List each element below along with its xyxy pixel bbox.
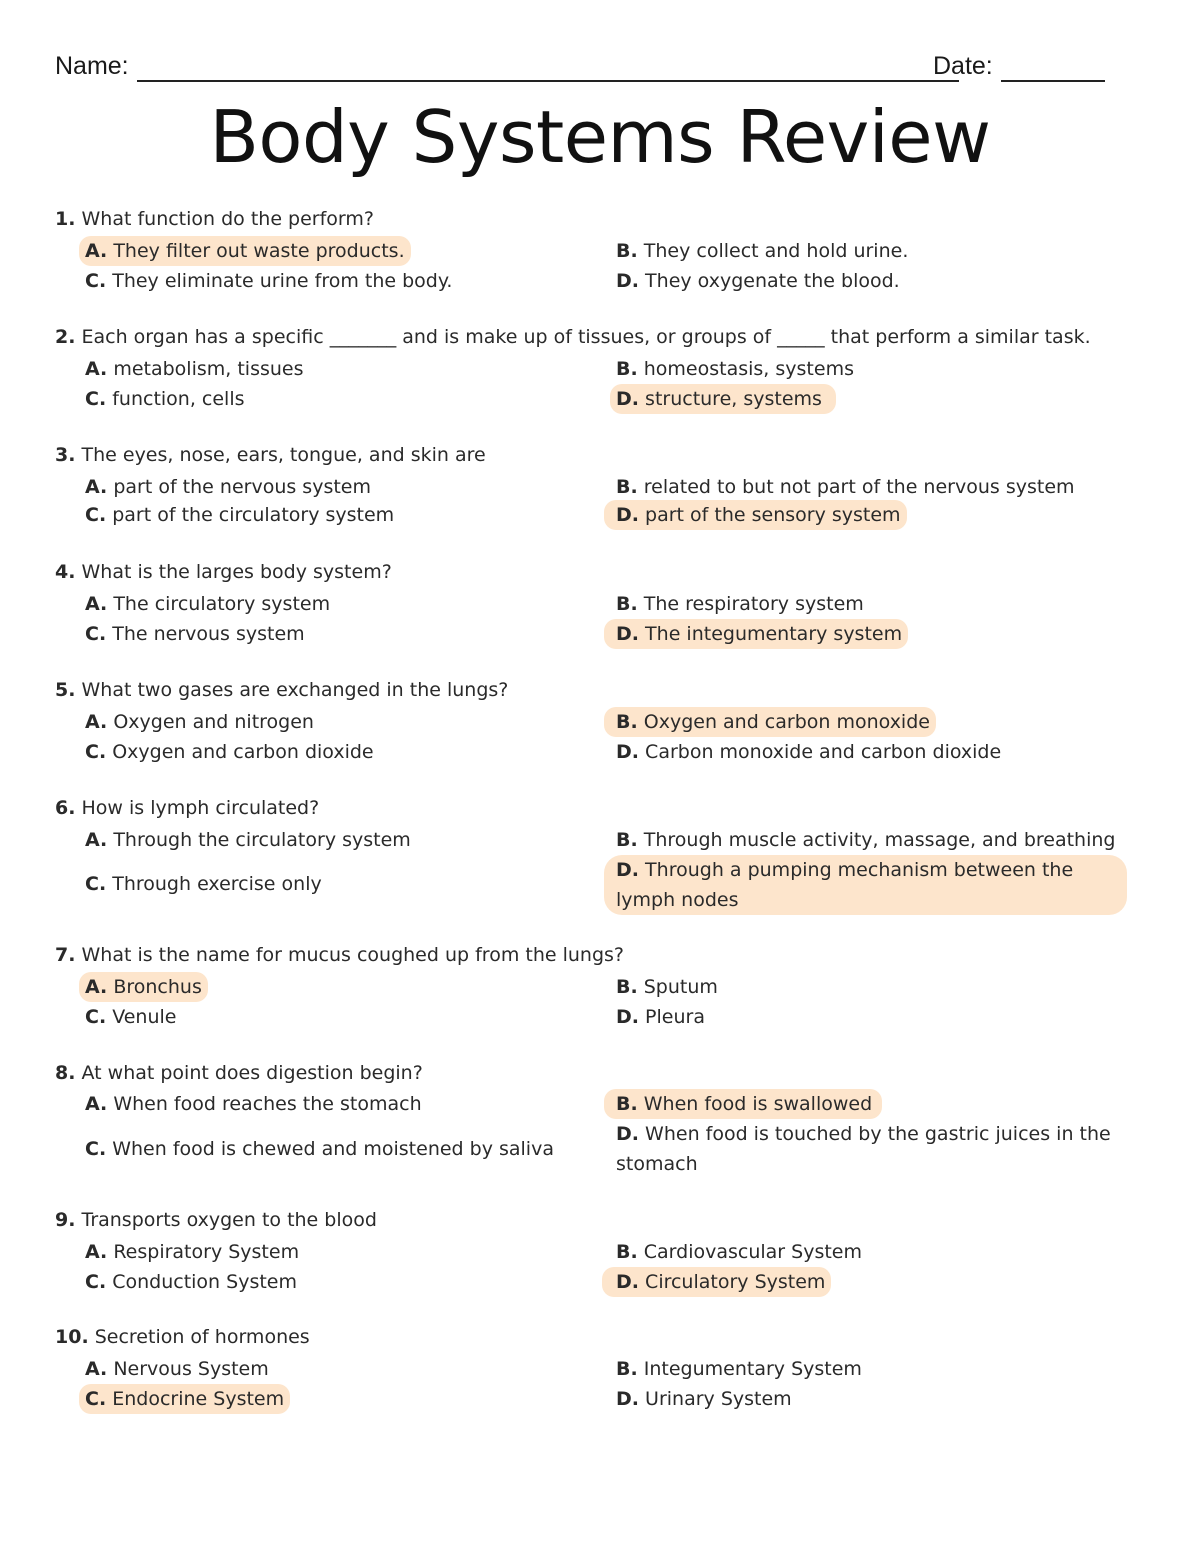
option-text: The integumentary system [645, 623, 903, 645]
question-6 [0, 797, 1200, 917]
option-d[interactable] [610, 737, 1007, 767]
option-letter: B. [616, 476, 638, 498]
option-c[interactable] [79, 384, 251, 414]
option-b[interactable] [610, 825, 1121, 855]
option-letter: A. [85, 711, 108, 733]
option-letter: D. [616, 388, 639, 410]
option-text: When food is chewed and moistened by saliva [112, 1138, 554, 1160]
name-field[interactable] [137, 80, 959, 82]
option-letter: B. [616, 976, 638, 998]
question-4 [0, 561, 1200, 671]
question-stem [55, 679, 508, 701]
option-text: Through muscle activity, massage, and breathing [643, 829, 1116, 851]
question-text: How is lymph circulated? [81, 797, 320, 819]
option-letter: C. [85, 873, 107, 895]
option-a[interactable] [79, 472, 377, 502]
option-letter: B. [616, 1241, 638, 1263]
option-letter: C. [85, 623, 107, 645]
option-text: Oxygen and carbon monoxide [643, 711, 930, 733]
option-text: Bronchus [113, 976, 202, 998]
question-number: 4. [55, 561, 76, 583]
option-c[interactable] [79, 1384, 290, 1414]
option-text: related to but not part of the nervous system [643, 476, 1075, 498]
option-letter: A. [85, 1241, 108, 1263]
question-stem [55, 208, 374, 230]
option-text: homeostasis, systems [643, 358, 854, 380]
option-text: Venule [112, 1006, 177, 1028]
question-8 [0, 1062, 1200, 1187]
date-field[interactable] [1001, 80, 1105, 82]
option-text: part of the nervous system [113, 476, 371, 498]
date-label: Date: [933, 52, 993, 80]
option-text: Integumentary System [643, 1358, 862, 1380]
question-text: What function do the perform? [81, 208, 375, 230]
option-a[interactable] [79, 589, 336, 619]
option-letter: D. [616, 623, 639, 645]
option-c[interactable] [79, 869, 328, 899]
option-letter: C. [85, 1138, 107, 1160]
option-text: The circulatory system [113, 593, 331, 615]
option-text: metabolism, tissues [113, 358, 304, 380]
option-letter: D. [616, 1388, 639, 1410]
option-a[interactable] [79, 707, 320, 737]
option-letter: A. [85, 358, 108, 380]
option-letter: A. [85, 593, 108, 615]
option-letter: C. [85, 504, 107, 526]
question-number: 6. [55, 797, 76, 819]
question-stem [55, 1209, 377, 1231]
option-b[interactable] [610, 1354, 868, 1384]
name-label: Name: [55, 52, 129, 80]
option-text: When food reaches the stomach [113, 1093, 422, 1115]
option-c[interactable] [79, 1134, 560, 1164]
option-letter: D. [616, 741, 639, 763]
option-letter: C. [85, 388, 107, 410]
option-letter: C. [85, 741, 107, 763]
question-text: What is the larges body system? [81, 561, 392, 583]
question-number: 8. [55, 1062, 76, 1084]
option-b[interactable] [610, 354, 860, 384]
option-d[interactable] [604, 855, 1127, 915]
option-letter: D. [616, 504, 639, 526]
question-stem [55, 1062, 423, 1084]
option-letter: D. [616, 859, 639, 881]
option-d[interactable] [602, 1267, 831, 1297]
option-a[interactable] [79, 1237, 305, 1267]
question-number: 9. [55, 1209, 76, 1231]
option-text: They oxygenate the blood. [645, 270, 900, 292]
option-letter: B. [616, 711, 638, 733]
question-stem [55, 326, 1091, 348]
option-text: Through a pumping mechanism between the lymph nodes [616, 859, 1074, 911]
question-text: What is the name for mucus coughed up from the lungs? [81, 944, 624, 966]
option-c[interactable] [79, 1002, 182, 1032]
option-text: They eliminate urine from the body. [112, 270, 453, 292]
option-text: part of the sensory system [645, 504, 901, 526]
option-letter: A. [85, 1093, 108, 1115]
header [55, 52, 1105, 88]
option-c[interactable] [79, 737, 380, 767]
option-letter: C. [85, 270, 107, 292]
option-b[interactable] [610, 472, 1081, 502]
option-a[interactable] [79, 972, 208, 1002]
option-b[interactable] [610, 236, 914, 266]
option-text: Carbon monoxide and carbon dioxide [645, 741, 1002, 763]
option-letter: C. [85, 1271, 107, 1293]
question-text: Each organ has a specific _______ and is make up of tissues, or groups of _____ that perform a similar task. [81, 326, 1091, 348]
option-letter: A. [85, 476, 108, 498]
option-text: Urinary System [645, 1388, 792, 1410]
question-number: 3. [55, 444, 76, 466]
option-letter: C. [85, 1388, 107, 1410]
question-5 [0, 679, 1200, 789]
option-a[interactable] [79, 1089, 428, 1119]
option-text: Conduction System [112, 1271, 297, 1293]
option-text: Pleura [645, 1006, 705, 1028]
option-letter: A. [85, 829, 108, 851]
question-number: 2. [55, 326, 76, 348]
option-text: They filter out waste products. [113, 240, 405, 262]
option-letter: B. [616, 358, 638, 380]
option-text: When food is touched by the gastric juices in the stomach [616, 1123, 1111, 1175]
option-a[interactable] [79, 236, 411, 266]
question-7 [0, 944, 1200, 1054]
option-text: Oxygen and nitrogen [113, 711, 314, 733]
option-c[interactable] [79, 619, 311, 649]
option-b[interactable] [610, 1237, 868, 1267]
question-text: At what point does digestion begin? [81, 1062, 423, 1084]
question-stem [55, 561, 392, 583]
option-letter: A. [85, 976, 108, 998]
option-b[interactable] [604, 707, 936, 737]
option-d[interactable] [604, 500, 907, 530]
option-letter: A. [85, 1358, 108, 1380]
option-letter: B. [616, 1358, 638, 1380]
question-number: 1. [55, 208, 76, 230]
option-text: Cardiovascular System [643, 1241, 862, 1263]
option-c[interactable] [79, 1267, 303, 1297]
question-number: 5. [55, 679, 76, 701]
question-stem [55, 944, 624, 966]
question-9 [0, 1209, 1200, 1319]
option-letter: B. [616, 1093, 638, 1115]
option-text: Circulatory System [645, 1271, 826, 1293]
option-b[interactable] [604, 1089, 882, 1119]
question-stem [55, 797, 319, 819]
question-3 [0, 444, 1200, 554]
option-letter: D. [616, 270, 639, 292]
question-stem [55, 1326, 310, 1348]
option-b[interactable] [610, 972, 724, 1002]
option-text: part of the circulatory system [112, 504, 395, 526]
option-text: Through the circulatory system [113, 829, 411, 851]
question-text: The eyes, nose, ears, tongue, and skin are [81, 444, 486, 466]
question-1 [0, 208, 1200, 318]
question-number: 10. [55, 1326, 89, 1348]
option-text: Oxygen and carbon dioxide [112, 741, 374, 763]
option-text: Through exercise only [112, 873, 322, 895]
option-letter: B. [616, 593, 638, 615]
option-d[interactable] [610, 1384, 798, 1414]
option-text: They collect and hold urine. [643, 240, 909, 262]
option-letter: B. [616, 829, 638, 851]
option-text: Sputum [643, 976, 718, 998]
option-text: When food is swallowed [643, 1093, 873, 1115]
question-stem [55, 444, 486, 466]
option-d[interactable] [610, 1002, 711, 1032]
option-letter: C. [85, 1006, 107, 1028]
option-text: The respiratory system [643, 593, 864, 615]
option-c[interactable] [79, 266, 458, 296]
option-a[interactable] [79, 1354, 275, 1384]
question-10 [0, 1326, 1200, 1436]
option-a[interactable] [79, 354, 310, 384]
question-2 [0, 326, 1200, 436]
option-d[interactable] [604, 619, 908, 649]
option-text: structure, systems [645, 388, 822, 410]
option-d[interactable] [610, 266, 906, 296]
option-letter: B. [616, 240, 638, 262]
option-text: The nervous system [112, 623, 305, 645]
option-c[interactable] [79, 500, 400, 530]
option-d[interactable] [610, 384, 836, 414]
option-letter: D. [616, 1271, 639, 1293]
option-letter: D. [616, 1006, 639, 1028]
question-text: Transports oxygen to the blood [81, 1209, 377, 1231]
question-number: 7. [55, 944, 76, 966]
option-text: Respiratory System [113, 1241, 300, 1263]
option-letter: A. [85, 240, 108, 262]
option-b[interactable] [610, 589, 870, 619]
option-text: function, cells [112, 388, 245, 410]
question-text: What two gases are exchanged in the lungs? [81, 679, 509, 701]
option-text: Endocrine System [112, 1388, 285, 1410]
question-text: Secretion of hormones [94, 1326, 310, 1348]
page-title: Body Systems Review [209, 95, 991, 179]
option-a[interactable] [79, 825, 417, 855]
option-d[interactable] [610, 1119, 1122, 1179]
option-letter: D. [616, 1123, 639, 1145]
option-text: Nervous System [113, 1358, 269, 1380]
